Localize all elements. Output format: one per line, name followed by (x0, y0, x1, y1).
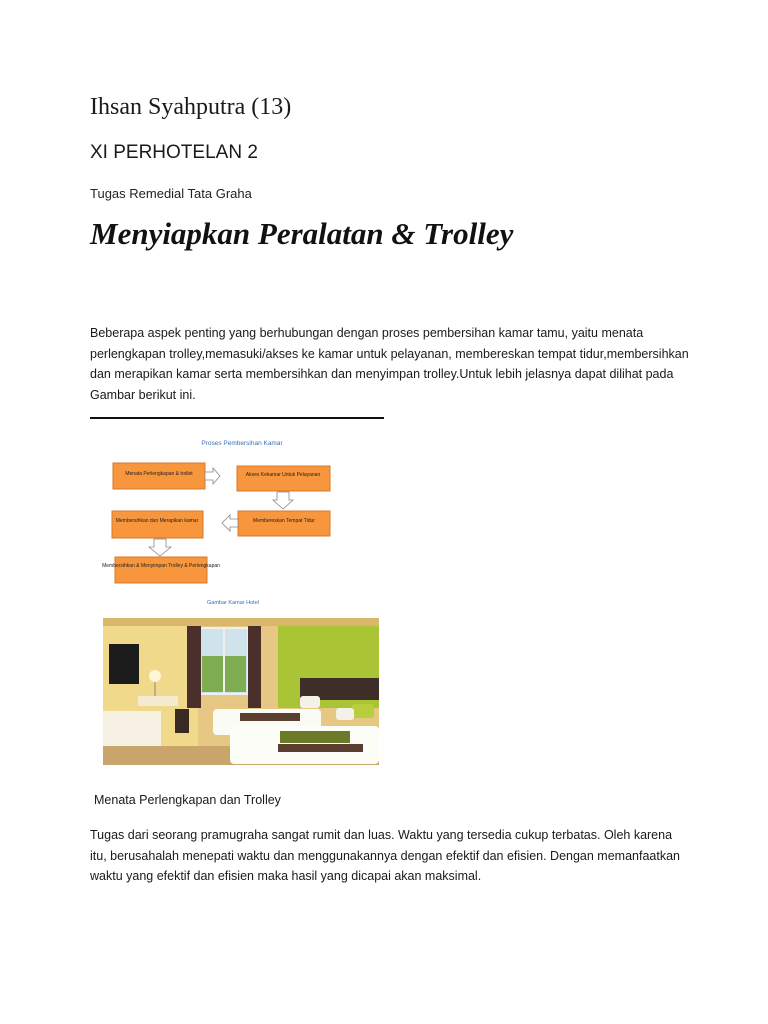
body-paragraph: Tugas dari seorang pramugraha sangat rumit dan luas. Waktu yang tersedia cukup terbatas. Oleh karena itu, berusahalah menepati waktu dan menggunakannya dengan efektif dan efisien. Dengan memanfaatkan waktu yang efektif dan efisien maka hasil yang dicapai akan maksimal. (90, 828, 680, 883)
cleaning-process-figure (90, 426, 390, 778)
arrow-down-icon (273, 492, 293, 509)
step-label-1: Menata Perlengkapan & trollet (125, 471, 193, 477)
assignment-subject: Tugas Remedial Tata Graha (90, 186, 252, 201)
step-label-5: Membersihkan & Menyimpan Trolley & Perlengkapan (102, 563, 220, 569)
step-box-5 (115, 557, 207, 583)
diagram-title: Proses Pembersihan Kamar (201, 440, 283, 447)
hotel-room-image (103, 618, 379, 765)
photo-caption: Gambar Kamar Hotel (207, 600, 259, 606)
document-title: Menyiapkan Peralatan & Trolley (90, 216, 514, 251)
step-label-4: Membersihkan dan Merapikan kamar (115, 518, 199, 524)
step-label-3: Membereskan Tempat Tidur (253, 518, 315, 524)
horizontal-rule (90, 417, 384, 419)
figure-svg (90, 426, 390, 778)
arrow-right-icon (205, 468, 220, 484)
author-name: Ihsan Syahputra (13) (90, 94, 292, 120)
step-box-2 (237, 466, 330, 491)
arrow-left-icon (222, 515, 238, 531)
class-label: XI PERHOTELAN 2 (90, 142, 258, 163)
arrow-down-icon (149, 539, 171, 556)
intro-paragraph: Beberapa aspek penting yang berhubungan dengan proses pembersihan kamar tamu, yaitu menata perlengkapan trolley,memasuki/akses ke kamar untuk pelayanan, membereskan tempat tidur,membersihkan dan merapikan kamar serta membersihkan dan menyimpan trolley.Untuk lebih jelasnya dapat dilihat pada Gambar berikut ini. (90, 326, 689, 402)
step-label-2: Akses Kekamar Untuk Pelayanan (245, 472, 321, 478)
section-caption: Menata Perlengkapan dan Trolley (94, 793, 281, 807)
step-box-4 (112, 511, 203, 538)
